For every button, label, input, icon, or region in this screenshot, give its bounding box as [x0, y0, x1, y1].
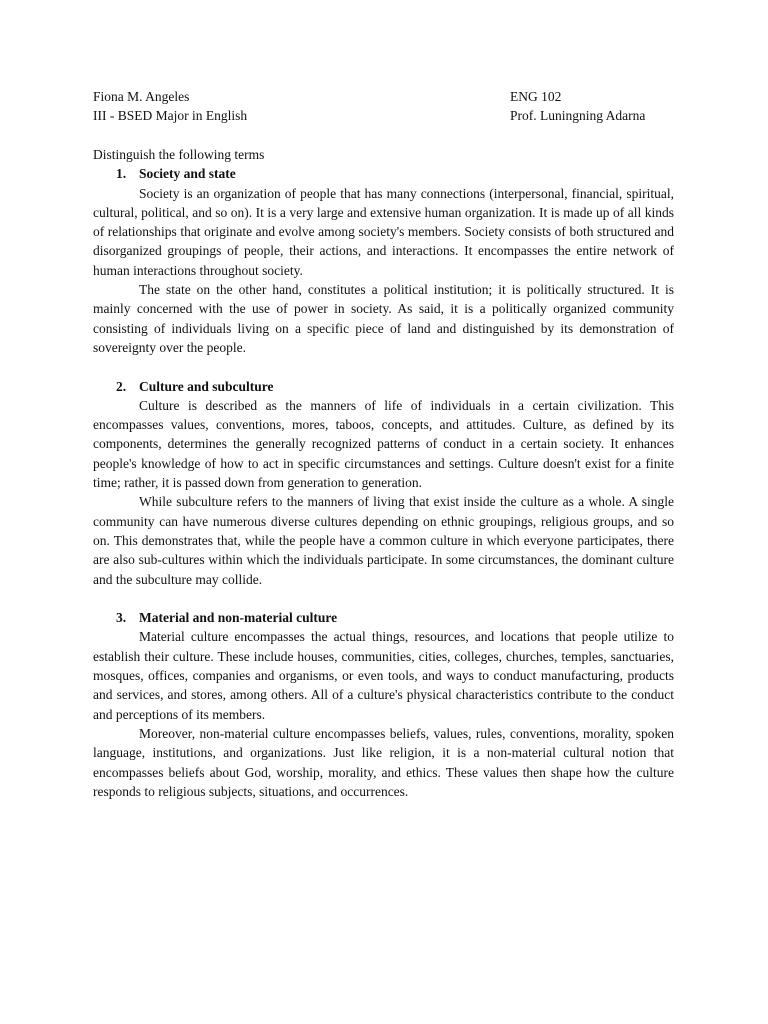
section-number: 3. — [116, 610, 127, 626]
section-title: Society and state — [139, 166, 236, 182]
paragraph: Moreover, non-material culture encompasses beliefs, values, rules, conventions, morality, spoken language, institutions, and organizations. Just like religion, it is a non-material cultural notion that encompasses beliefs about God, worship, morality, and ethics. These values then shape how the culture responds to religious subjects, situations, and occurrences. — [93, 725, 674, 799]
section-culture-subculture — [93, 377, 674, 589]
professor-name: Prof. Luningning Adarna — [510, 108, 646, 124]
section-society-state — [93, 164, 674, 357]
section-number: 2. — [116, 378, 127, 394]
section-title: Culture and subculture — [139, 378, 274, 394]
section-material-nonmaterial — [93, 608, 674, 801]
header-row-2 — [93, 106, 673, 125]
section-number: 1. — [116, 166, 127, 182]
section-title: Material and non-material culture — [139, 610, 338, 626]
student-name: Fiona M. Angeles — [93, 89, 190, 104]
section-heading — [93, 608, 674, 627]
header-row-1 — [93, 87, 673, 106]
section-heading — [93, 164, 674, 183]
student-program: III - BSED Major in English — [93, 108, 248, 124]
document-header — [93, 87, 673, 126]
paragraph: Material culture encompasses the actual things, resources, and locations that people utilize to establish their culture. These include houses, communities, cities, colleges, churches, temples, sanctuaries, mosques, offices, companies and organisms, or even tools, and ways to conduct manufacturing, products and services, and stores, among others. All of a culture's physical characteristics contribute to the conduct and perceptions of its members. — [93, 629, 674, 722]
paragraph: Culture is described as the manners of life of individuals in a certain civilization. This encompasses values, conventions, mores, taboos, concepts, and attitudes. Culture, as defined by its components, determines the generally recognized patterns of conduct in a certain society. It enhances people's knowledge of how to act in specific circumstances and settings. Culture doesn't exist for a finite time; rather, it is passed down from generation to generation. — [93, 397, 674, 491]
paragraph: While subculture refers to the manners of living that exist inside the culture as a whole. A single community can have numerous diverse cultures depending on ethnic groupings, religious groups, and so on. This demonstrates that, while the people have a common culture in which everyone participates, there are also sub-cultures within which the individuals participate. In some circumstances, the dominant culture and the subculture may collide. — [93, 494, 674, 587]
document-body — [93, 145, 674, 801]
section-heading — [93, 377, 674, 396]
instruction-text: Distinguish the following terms — [93, 147, 265, 162]
course-code: ENG 102 — [510, 89, 562, 104]
paragraph: The state on the other hand, constitutes a political institution; it is politically structured. It is mainly concerned with the use of power in society. As said, it is a politically organized community consisting of individuals living on a specific piece of land and distinguished by its demonstration of sovereignty over the people. — [93, 282, 674, 355]
paragraph: Society is an organization of people that has many connections (interpersonal, financial, spiritual, cultural, political, and so on). It is a very large and extensive human organization. It is made up of all kinds of relationships that originate and evolve among society's members. Society consists of both structured and disorganized groupings of people, their actions, and interactions. It encompasses the entire network of human interactions throughout society. — [93, 185, 674, 278]
